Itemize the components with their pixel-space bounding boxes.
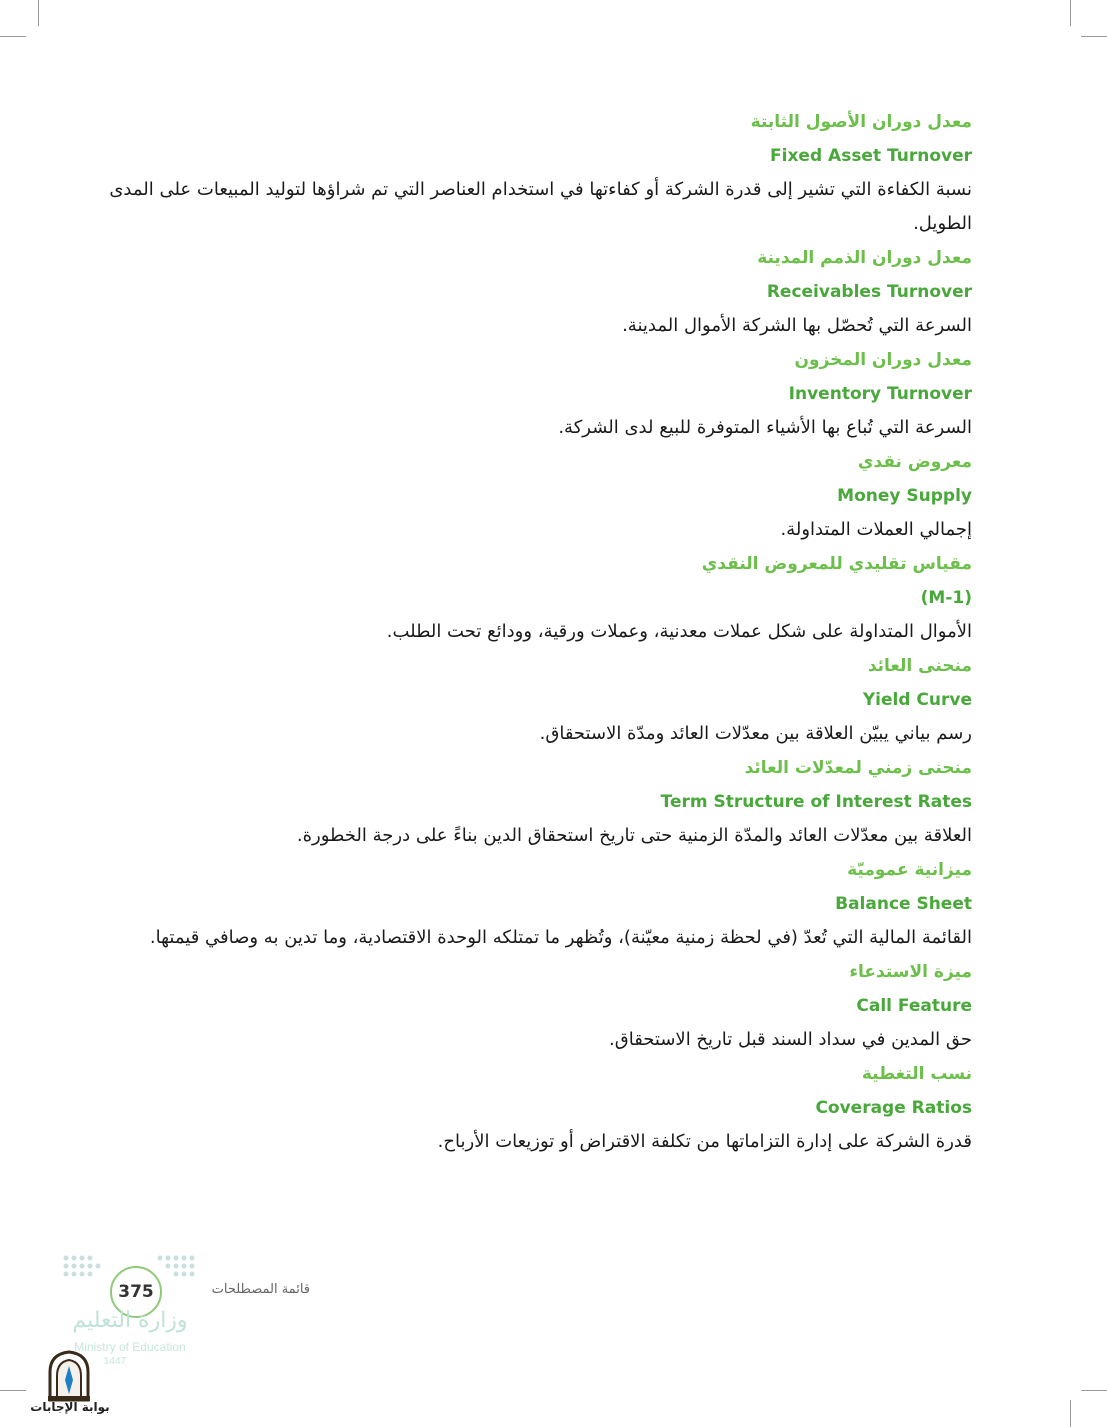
term-english: Inventory Turnover: [788, 384, 972, 404]
term-arabic: ميزة الاستدعاء: [849, 962, 972, 982]
crop-mark-top-right-horizontal: [1081, 36, 1107, 37]
glossary-entry: [100, 445, 972, 547]
term-definition: قدرة الشركة على إدارة التزاماتها من تكلفة الاقتراض أو توزيعات الأرباح.: [437, 1131, 972, 1152]
glossary-entry: [100, 853, 972, 955]
crop-mark-bottom-right-horizontal: [1081, 1390, 1107, 1391]
answers-gate-label: بوابة الإجابات: [30, 1400, 110, 1414]
term-arabic: معدل دوران الذمم المدينة: [757, 248, 972, 268]
term-arabic: منحنى زمني لمعدّلات العائد: [744, 758, 972, 778]
glossary-entry: [100, 547, 972, 649]
ministry-name-english: Ministry of Education: [74, 1340, 186, 1354]
crop-mark-top-left-horizontal: [0, 36, 26, 37]
term-english: Term Structure of Interest Rates: [660, 792, 972, 812]
term-arabic: ميزانية عموميّة: [847, 860, 972, 880]
glossary-entry: [100, 1057, 972, 1159]
term-definition: الأموال المتداولة على شكل عملات معدنية، وعملات ورقية، وودائع تحت الطلب.: [386, 621, 972, 642]
glossary-entry: [100, 241, 972, 343]
term-arabic: نسب التغطية: [861, 1064, 972, 1084]
crop-mark-top-left-vertical: [38, 0, 39, 26]
glossary-entry: [100, 751, 972, 853]
term-english: Call Feature: [856, 996, 972, 1016]
term-english: Balance Sheet: [835, 894, 972, 914]
ministry-name-arabic: وزارة التعليم: [72, 1308, 188, 1333]
term-definition: القائمة المالية التي تُعدّ (في لحظة زمنية معيّنة)، وتُظهر ما تمتلكه الوحدة الاقتصادية، وما تدين به وصافي قيمتها.: [149, 927, 972, 948]
term-definition: حق المدين في سداد السند قبل تاريخ الاستحقاق.: [609, 1029, 972, 1050]
term-arabic: منحنى العائد: [867, 656, 972, 676]
answers-gate-logo-icon: [46, 1350, 92, 1402]
term-definition: العلاقة بين معدّلات العائد والمدّة الزمنية حتى تاريخ استحقاق الدين بناءً على درجة الخطورة.: [296, 825, 972, 846]
page-number: 375: [110, 1266, 162, 1318]
term-definition: السرعة التي تُحصّل بها الشركة الأموال المدينة.: [622, 315, 972, 336]
glossary-list: [100, 105, 972, 1159]
term-arabic: معدل دوران الأصول الثابتة: [750, 112, 972, 132]
term-definition: إجمالي العملات المتداولة.: [780, 519, 972, 540]
glossary-entry: [100, 955, 972, 1057]
crop-mark-bottom-right-vertical: [1070, 1400, 1071, 1427]
term-arabic: معروض نقدي: [857, 452, 972, 472]
glossary-entry: [100, 343, 972, 445]
term-definition: نسبة الكفاءة التي تشير إلى قدرة الشركة أو كفاءتها في استخدام العناصر التي تم شراؤها لتوليد المبيعات على المدى الطويل.: [109, 179, 972, 234]
term-arabic: مقياس تقليدي للمعروض النقدي: [701, 554, 972, 574]
glossary-entry: [100, 105, 972, 241]
term-english: (M-1): [920, 588, 972, 608]
term-english: Receivables Turnover: [766, 282, 972, 302]
ministry-year: 1447: [103, 1356, 127, 1367]
term-english: Coverage Ratios: [815, 1098, 972, 1118]
crop-mark-top-right-vertical: [1070, 0, 1071, 26]
term-definition: السرعة التي تُباع بها الأشياء المتوفرة للبيع لدى الشركة.: [558, 417, 972, 438]
term-english: Fixed Asset Turnover: [770, 146, 972, 166]
glossary-entry: [100, 649, 972, 751]
term-english: Money Supply: [837, 486, 972, 506]
crop-mark-bottom-left-horizontal: [0, 1390, 26, 1391]
term-arabic: معدل دوران المخزون: [794, 350, 972, 370]
section-label: قائمة المصطلحات: [211, 1282, 310, 1297]
term-definition: رسم بياني يبيّن العلاقة بين معدّلات العائد ومدّة الاستحقاق.: [539, 723, 972, 744]
term-english: Yield Curve: [862, 690, 972, 710]
